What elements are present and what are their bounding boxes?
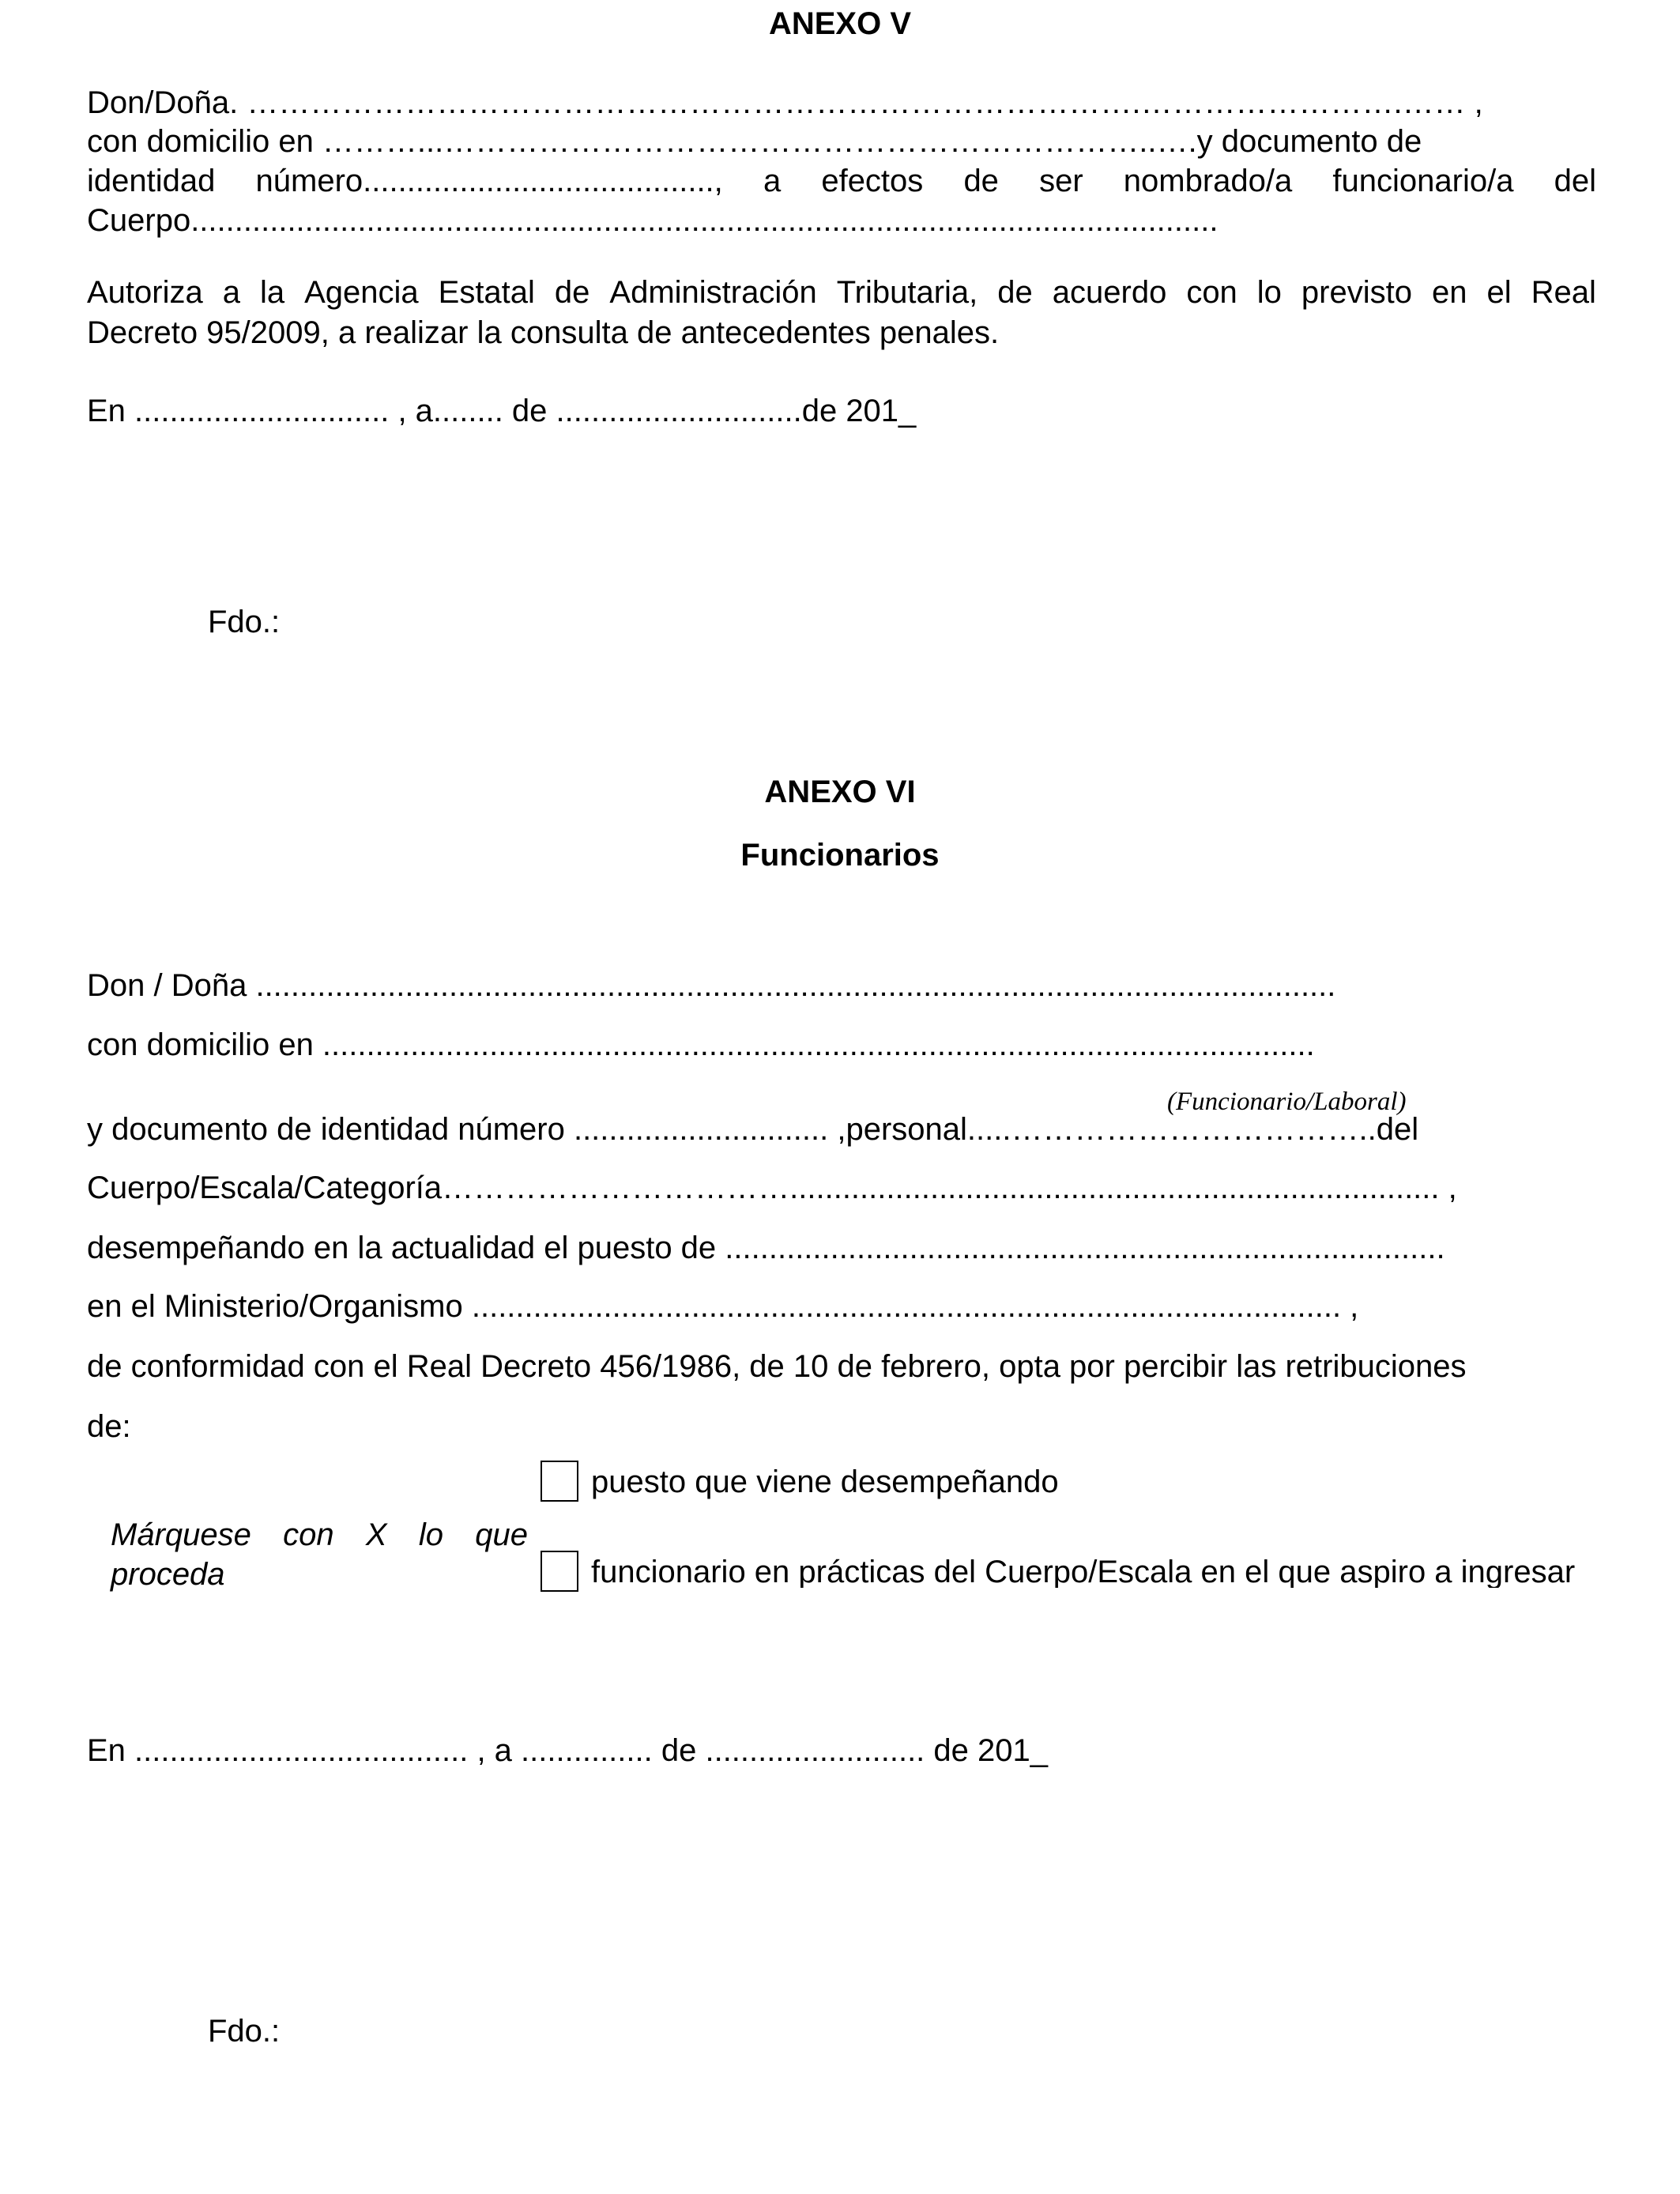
anexo-vi-date-line: En ...................................... , a ............... de ......................... de 201_ bbox=[87, 1733, 1048, 1768]
word: efectos bbox=[821, 164, 924, 198]
word: acuerdo bbox=[1052, 275, 1167, 310]
anexo-v-title: ANEXO V bbox=[768, 6, 912, 41]
word: Estatal bbox=[438, 275, 535, 310]
mark-instruction-line-2: proceda bbox=[111, 1557, 225, 1592]
word: la bbox=[259, 275, 285, 310]
word: de bbox=[554, 275, 590, 310]
word: X bbox=[365, 1517, 387, 1552]
word: Tributaria, bbox=[836, 275, 978, 310]
anexo-vi-name-line: Don / Doña ........................................................................................................................... bbox=[87, 968, 1336, 1003]
word: que bbox=[475, 1517, 528, 1552]
anexo-vi-documento-line: y documento de identidad número ............................. ,personal.....……………………………..del bbox=[87, 1112, 1419, 1147]
anexo-v-authorization-line-1 bbox=[87, 277, 1596, 308]
word: funcionario/a bbox=[1332, 164, 1514, 198]
anexo-vi-cuerpo-line: Cuerpo/Escala/Categoría…………………………….......................................................................... , bbox=[87, 1171, 1457, 1205]
anexo-v-date-line: En ............................. , a........ de ............................de 201_ bbox=[87, 394, 917, 428]
word: previsto bbox=[1301, 275, 1412, 310]
word: identidad bbox=[87, 164, 216, 198]
word: de bbox=[963, 164, 999, 198]
word: lo bbox=[1256, 275, 1282, 310]
word: Autoriza bbox=[87, 275, 203, 310]
anexo-v-authorization-line-2: Decreto 95/2009, a realizar la consulta de antecedentes penales. bbox=[87, 315, 1000, 350]
anexo-vi-de-line: de: bbox=[87, 1409, 131, 1444]
word: Márquese bbox=[111, 1517, 251, 1552]
anexo-v-name-line: Don/Doña. ………………………………………………………………………….…………………….…… , bbox=[87, 85, 1483, 120]
word: con bbox=[1186, 275, 1237, 310]
option-practicas-checkbox[interactable] bbox=[541, 1551, 578, 1592]
anexo-vi-domicilio-line: con domicilio en ................................................................................................................. bbox=[87, 1027, 1315, 1062]
word: lo bbox=[418, 1517, 443, 1552]
word: el bbox=[1486, 275, 1512, 310]
anexo-v-cuerpo-line: Cuerpo..................................................................................................................... bbox=[87, 203, 1219, 238]
word: a bbox=[763, 164, 782, 198]
anexo-vi-title: ANEXO VI bbox=[764, 775, 916, 809]
personal-type-hint: (Funcionario/Laboral) bbox=[1167, 1088, 1407, 1116]
anexo-vi-ministerio-line: en el Ministerio/Organismo ................................................................................................... , bbox=[87, 1289, 1359, 1324]
word: a bbox=[222, 275, 240, 310]
anexo-v-domicilio-line: con domicilio en ………...…………………………………………………………..….y documento de bbox=[87, 124, 1422, 159]
anexo-vi-signature-label: Fdo.: bbox=[208, 2014, 281, 2049]
word: ser bbox=[1039, 164, 1083, 198]
mark-instruction-line-1 bbox=[111, 1519, 528, 1551]
anexo-vi-subtitle: Funcionarios bbox=[740, 838, 940, 873]
word: con bbox=[283, 1517, 334, 1552]
word: de bbox=[997, 275, 1033, 310]
anexo-vi-puesto-line: desempeñando en la actualidad el puesto de .................................................................................. bbox=[87, 1231, 1445, 1265]
word: Real bbox=[1531, 275, 1596, 310]
word: número........................................, bbox=[255, 164, 723, 198]
word: en bbox=[1431, 275, 1467, 310]
anexo-v-identidad-line bbox=[87, 165, 1596, 197]
option-current-post-label: puesto que viene desempeñando bbox=[591, 1465, 1059, 1499]
word: del bbox=[1554, 164, 1596, 198]
option-practicas-label: funcionario en prácticas del Cuerpo/Escala en el que aspiro a ingresar bbox=[591, 1556, 1576, 1588]
option-current-post-checkbox[interactable] bbox=[541, 1461, 578, 1502]
anexo-v-signature-label: Fdo.: bbox=[208, 605, 281, 639]
word: nombrado/a bbox=[1123, 164, 1293, 198]
word: Agencia bbox=[304, 275, 419, 310]
anexo-vi-conformidad-line: de conformidad con el Real Decreto 456/1986, de 10 de febrero, opta por percibir las retribuciones bbox=[87, 1349, 1467, 1384]
word: Administración bbox=[609, 275, 817, 310]
